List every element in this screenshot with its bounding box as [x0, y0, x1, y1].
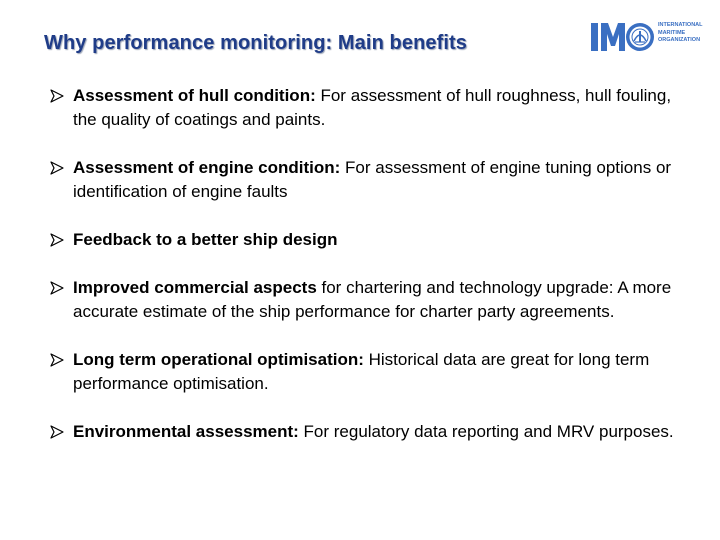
list-item [50, 276, 690, 324]
bullet-lead: Assessment of engine condition: [73, 158, 341, 177]
bullet-text: For regulatory data reporting and MRV purposes. [298, 422, 674, 441]
list-item [50, 84, 690, 132]
list-item [50, 348, 690, 396]
list-item [50, 156, 690, 204]
logo-line-3: ORGANIZATION [658, 37, 701, 43]
arrow-bullet-icon [50, 89, 64, 103]
bullet-text: Historical data are great for long term performance optimisation. [73, 350, 650, 393]
arrow-bullet-icon [50, 353, 64, 367]
arrow-bullet-icon [50, 281, 64, 295]
bullet-lead: Assessment of hull condition: [73, 86, 316, 105]
imo-logo-icon [590, 20, 656, 54]
list-item [50, 228, 690, 252]
logo-text [658, 22, 710, 45]
arrow-bullet-icon [50, 425, 64, 439]
list-item [50, 420, 690, 444]
bullet-lead: Improved commercial aspects [73, 278, 317, 297]
benefits-list [50, 84, 690, 444]
arrow-bullet-icon [50, 233, 64, 247]
logo-line-2: MARITIME [658, 29, 686, 36]
logo-line-1: INTERNATIONAL [658, 22, 703, 28]
slide-title: Why performance monitoring: Main benefits [44, 32, 468, 54]
imo-logo [590, 20, 710, 56]
bullet-lead: Long term operational optimisation: [73, 350, 364, 369]
bullet-text: For assessment of engine tuning options or identification of engine faults [73, 158, 672, 201]
bullet-text: For assessment of hull roughness, hull fouling, the quality of coatings and paints. [73, 86, 672, 129]
bullet-text: for chartering and technology upgrade: A more accurate estimate of the ship performance for charter party agreements. [73, 278, 672, 321]
bullet-lead: Environmental assessment: [73, 422, 299, 441]
arrow-bullet-icon [50, 161, 64, 175]
bullet-lead: Feedback to a better ship design [73, 230, 338, 249]
